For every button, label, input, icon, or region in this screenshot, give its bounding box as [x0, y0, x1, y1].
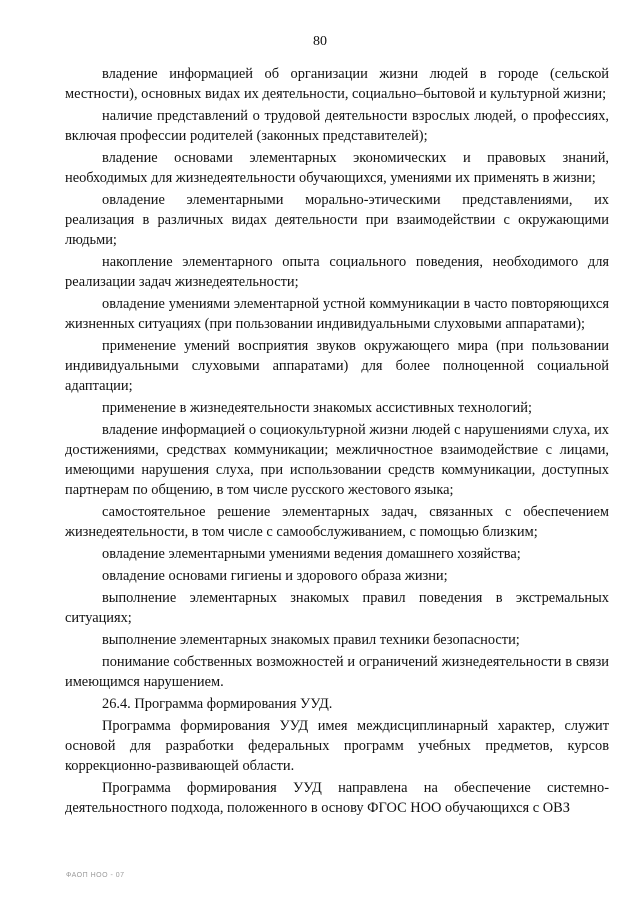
- paragraph: владение основами элементарных экономических и правовых знаний, необходимых для жизнедеятельности обучающихся, умениями их применять в жизни;: [65, 150, 609, 186]
- document-body: [65, 64, 609, 820]
- paragraph: овладение элементарными морально-этическими представлениями, их реализация в различных видах деятельности при взаимодействии с окружающими людьми;: [65, 192, 609, 248]
- footer-code: ФАОП НОО - 07: [66, 872, 125, 879]
- paragraph: применение в жизнедеятельности знакомых ассистивных технологий;: [102, 400, 532, 416]
- paragraph: овладение основами гигиены и здорового образа жизни;: [102, 568, 448, 584]
- paragraph: овладение умениями элементарной устной коммуникации в часто повторяющихся жизненных ситуациях (при пользовании индивидуальными слуховыми аппаратами);: [65, 296, 609, 332]
- paragraph: применение умений восприятия звуков окружающего мира (при пользовании индивидуальными слуховыми аппаратами) для более полноценной социальной адаптации;: [65, 338, 609, 394]
- paragraph: Программа формирования УУД направлена на обеспечение системно-деятельностного подхода, положенного в основу ФГОС НОО обучающихся с ОВЗ: [65, 780, 609, 816]
- section-heading: 26.4. Программа формирования УУД.: [102, 696, 333, 712]
- paragraph: овладение элементарными умениями ведения домашнего хозяйства;: [102, 546, 521, 562]
- paragraph: наличие представлений о трудовой деятельности взрослых людей, о профессиях, включая профессии родителей (законных представителей);: [65, 108, 609, 144]
- page-number: 80: [313, 34, 327, 49]
- paragraph: понимание собственных возможностей и ограничений жизнедеятельности в связи имеющимся нарушением.: [65, 654, 609, 690]
- paragraph: самостоятельное решение элементарных задач, связанных с обеспечением жизнедеятельности, в том числе с самообслуживанием, с помощью близким;: [65, 504, 609, 540]
- paragraph: накопление элементарного опыта социального поведения, необходимого для реализации задач жизнедеятельности;: [65, 254, 609, 290]
- paragraph: владение информацией об организации жизни людей в городе (сельской местности), основных видах их деятельности, социально–бытовой и культурной жизни;: [65, 66, 609, 102]
- paragraph: выполнение элементарных знакомых правил поведения в экстремальных ситуациях;: [65, 590, 609, 626]
- paragraph: выполнение элементарных знакомых правил техники безопасности;: [102, 632, 520, 648]
- paragraph: Программа формирования УУД имея междисциплинарный характер, служит основой для разработки федеральных программ учебных предметов, курсов коррекционно-развивающей области.: [65, 718, 609, 774]
- paragraph: владение информацией о социокультурной жизни людей с нарушениями слуха, их достижениями, средствах коммуникации; межличностное взаимодействие с лицами, имеющими нарушения слуха, при использовании средств коммуникации, доступных партнерам по общению, в том числе русского жестового языка;: [65, 422, 609, 498]
